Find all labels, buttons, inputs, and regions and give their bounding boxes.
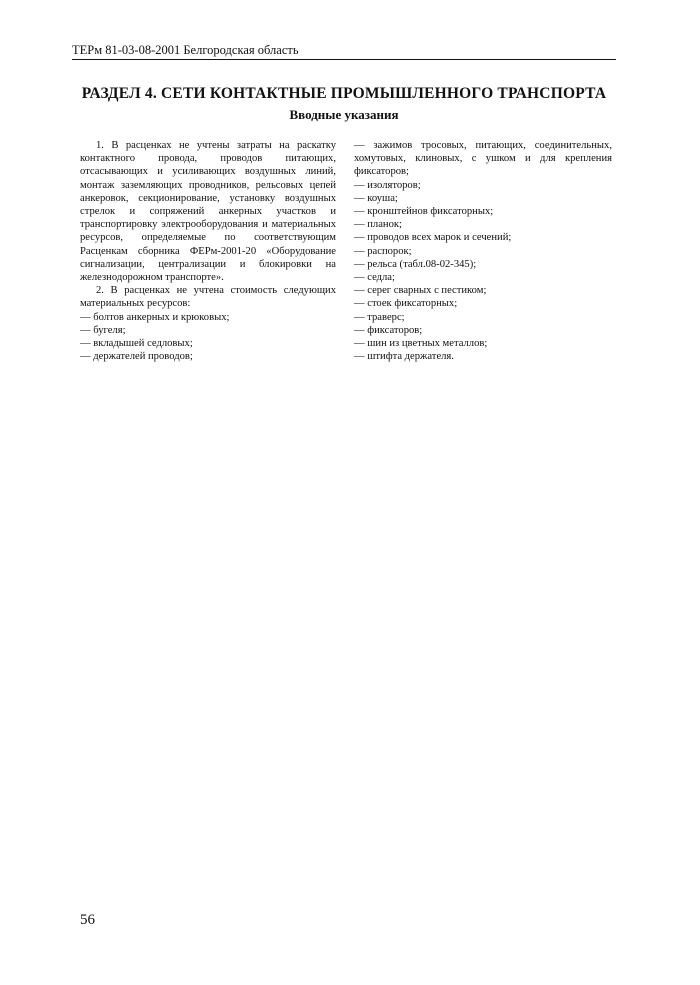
list-item: — рельса (табл.08-02-345); [354,258,477,270]
paragraph-2: 2. В расценках не учтена стоимость следующих материальных ресурсов: [80,285,336,310]
list-item: — кронштейнов фиксаторных; [354,206,494,218]
list-item: — штифта держателя. [354,351,454,363]
list-item: — стоек фиксаторных; [354,298,458,310]
list-item: — вкладышей седловых; [80,338,193,350]
list-item: — болтов анкерных и крюковых; [80,311,230,323]
list-item: — держателей проводов; [80,351,193,363]
left-column [80,139,336,363]
header-rule [72,59,616,60]
list-item: — бугеля; [80,324,126,336]
section-title: РАЗДЕЛ 4. СЕТИ КОНТАКТНЫЕ ПРОМЫШЛЕННОГО ТРАНСПОРТА [81,85,607,102]
running-header: ТЕРм 81-03-08-2001 Белгородская область [72,43,299,57]
page-number: 56 [80,912,95,928]
list-item: — фиксаторов; [354,324,423,336]
list-item: — траверс; [354,311,405,323]
list-item: — изоляторов; [354,179,421,191]
paragraph-1: 1. В расценках не учтены затраты на раскатку контактного провода, проводов питающих, отсасывающих и усиливающих воздушных линий, монтаж заземляющих проводников, рельсовых цепей анкеровок, секционирование, установку воздушных стрелок и сопряжений анкерных участков и транспортировку электрооборудования и материальных ресурсов, определяемые по соответствующим Расценкам сборника ФЕРм-2001-20 «Оборудование сигнализации, централизации и блокировки на железнодорожном транспорте». [80,140,336,284]
list-item: — распорок; [354,245,412,257]
list-item: — седла; [354,272,395,284]
right-column [354,139,612,363]
list-item: — коуша; [354,192,398,204]
list-item: — серег сварных с пестиком; [354,285,487,297]
list-item: — зажимов тросовых, питающих, соединительных, хомутовых, клиновых, с ушком и для крепления фиксаторов; [354,140,612,178]
section-subtitle: Вводные указания [289,107,399,122]
list-item: — планок; [354,219,402,231]
list-item: — проводов всех марок и сечений; [354,232,512,244]
list-item: — шин из цветных металлов; [354,338,488,350]
